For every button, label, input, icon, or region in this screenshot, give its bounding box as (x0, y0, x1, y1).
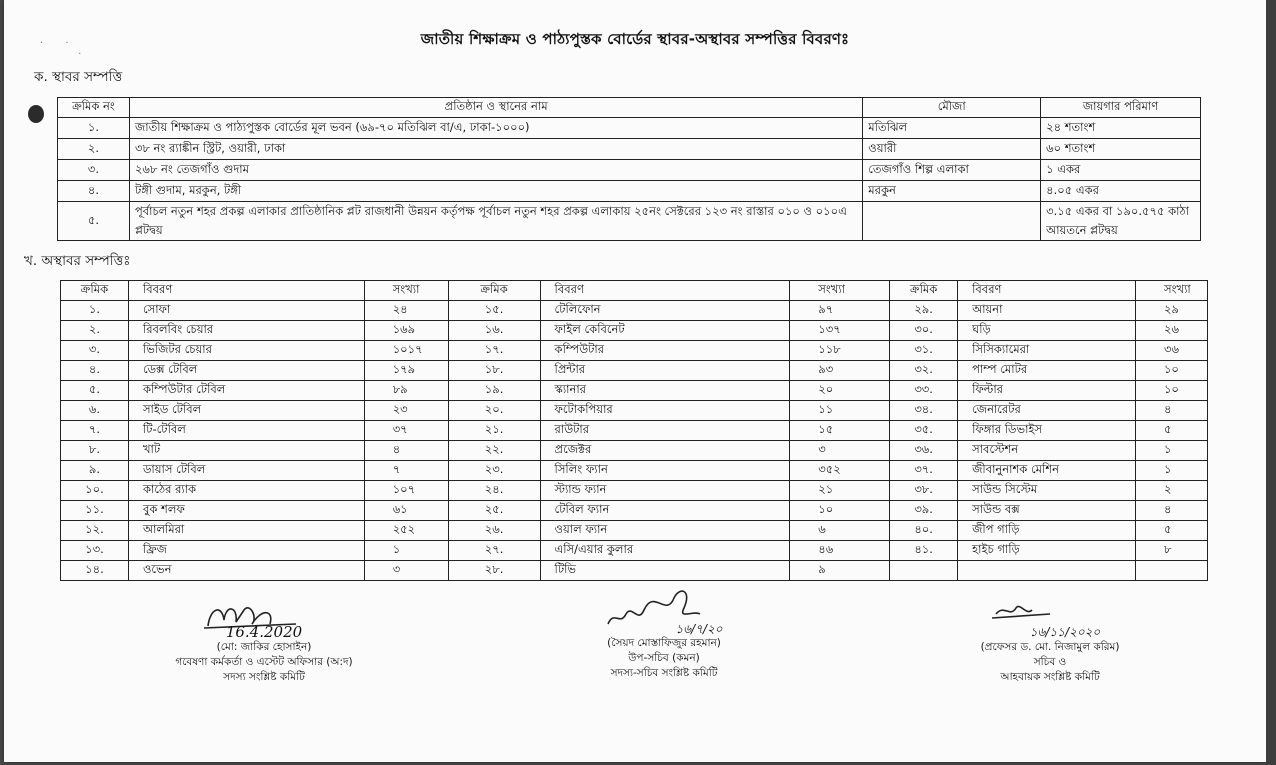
serial-cell: ১. (58, 118, 130, 139)
count-cell: ১ (364, 541, 448, 561)
signature-date: ১৬/১১/২০২০ (1029, 625, 1101, 639)
count-cell: ২ (1135, 481, 1207, 501)
item-cell: প্রিন্টার (540, 361, 790, 381)
count-cell: ৪ (1135, 401, 1207, 421)
column-header: সংখ্যা (1135, 281, 1207, 301)
table-row (61, 401, 1208, 421)
place-name-cell: টঙ্গী গুদাম, মরকুন, টঙ্গী (129, 181, 862, 202)
item-cell: জীপ গাড়ি (958, 521, 1136, 541)
table-row (61, 541, 1208, 561)
serial-cell (890, 561, 958, 581)
serial-cell: ১৭. (448, 341, 540, 361)
area-cell: ২৪ শতাংশ (1041, 118, 1201, 139)
item-cell: টি-টেবিল (128, 421, 364, 441)
place-name-cell: ৩৮ নং র‌্যাঙ্কীন স্ট্রিট, ওয়ারী, ঢাকা (129, 139, 862, 160)
serial-cell: ১৩. (61, 541, 129, 561)
mouza-cell (863, 202, 1041, 241)
table-row (61, 381, 1208, 401)
serial-cell: ২৯. (890, 301, 958, 321)
column-header: সংখ্যা (790, 281, 890, 301)
area-cell: ৪.০৫ একর (1041, 181, 1201, 202)
serial-cell: ২৩. (448, 461, 540, 481)
table-row (58, 139, 1201, 160)
serial-cell: ৫. (61, 381, 129, 401)
signatory-2 (544, 622, 784, 681)
count-cell: ২৫২ (364, 521, 448, 541)
fixed-assets-table (57, 97, 1201, 241)
place-name-cell: জাতীয় শিক্ষাক্রম ও পাঠ্যপুস্তক বোর্ডের মূল ভবন (৬৯-৭০ মতিঝিল বা/এ, ঢাকা-১০০০) (129, 118, 862, 139)
signatory-role: আহবায়ক সংশ্লিষ্ট কমিটি (1000, 671, 1100, 683)
item-cell: জেনারেটর (958, 401, 1136, 421)
column-header: মৌজা (863, 98, 1041, 118)
area-cell: ৬০ শতাংশ (1041, 139, 1201, 160)
mouza-cell: ওয়ারী (863, 139, 1041, 160)
item-cell: বুক শলফ (128, 501, 364, 521)
serial-cell: ১৫. (448, 301, 540, 321)
item-cell: হাইচ গাড়ি (958, 541, 1136, 561)
serial-cell: ২৭. (448, 541, 540, 561)
serial-cell: ২. (61, 321, 129, 341)
count-cell: ১১৮ (790, 341, 890, 361)
document-title: জাতীয় শিক্ষাক্রম ও পাঠ্যপুস্তক বোর্ডের স্থাবর-অস্থাবর সম্পত্তির বিবরণঃ (420, 30, 850, 48)
movable-assets-heading: খ. অস্থাবর সম্পত্তিঃ (24, 253, 131, 269)
serial-cell: ১. (61, 301, 129, 321)
count-cell: ১০ (1135, 381, 1207, 401)
table-row (58, 181, 1201, 202)
item-cell: ফিল্টার (958, 381, 1136, 401)
table-row (61, 501, 1208, 521)
column-header: ক্রমিক (448, 281, 540, 301)
count-cell: ২৩ (364, 401, 448, 421)
column-header: সংখ্যা (364, 281, 448, 301)
serial-cell: ৩. (58, 160, 130, 181)
count-cell: ৯ (790, 561, 890, 581)
mouza-cell: তেজগাঁও শিল্প এলাকা (863, 160, 1041, 181)
punch-hole (28, 105, 44, 123)
table-row (61, 321, 1208, 341)
count-cell: ১০ (790, 501, 890, 521)
place-name-cell: ২৬৮ নং তেজগাঁও গুদাম (129, 160, 862, 181)
table-row (61, 301, 1208, 321)
item-cell: রাউটার (540, 421, 790, 441)
item-cell: রিবলবিং চেয়ার (128, 321, 364, 341)
count-cell: ১৭৯ (364, 361, 448, 381)
column-header: প্রতিষ্ঠান ও স্থানের নাম (129, 98, 862, 118)
count-cell: ৮ (1135, 541, 1207, 561)
serial-cell: ৩৭. (890, 461, 958, 481)
serial-cell: ৪১. (890, 541, 958, 561)
item-cell: সিসিক্যামেরা (958, 341, 1136, 361)
item-cell: এসি/এয়ার কুলার (540, 541, 790, 561)
table-row (61, 361, 1208, 381)
item-cell: ফ্রিজ (128, 541, 364, 561)
count-cell: ৫ (1135, 521, 1207, 541)
column-header: ক্রমিক (890, 281, 958, 301)
table-row (61, 481, 1208, 501)
serial-cell: ৩১. (890, 341, 958, 361)
count-cell: ৪ (364, 441, 448, 461)
table-row (61, 341, 1208, 361)
serial-cell: ৩৯. (890, 501, 958, 521)
item-cell: কাঠের র‌্যাক (128, 481, 364, 501)
item-cell: সাইড টেবিল (128, 401, 364, 421)
signatory-designation: সচিব ও (1033, 656, 1067, 668)
table-row (61, 521, 1208, 541)
serial-cell: ১০. (61, 481, 129, 501)
item-cell: আলমিরা (128, 521, 364, 541)
count-cell: ৪ (1135, 501, 1207, 521)
table-row (61, 421, 1208, 441)
item-cell: সাউন্ড সিস্টেম (958, 481, 1136, 501)
serial-cell: ৪০. (890, 521, 958, 541)
serial-cell: ৩৮. (890, 481, 958, 501)
item-cell: সোফা (128, 301, 364, 321)
column-header: বিবরণ (958, 281, 1136, 301)
mouza-cell: মতিঝিল (863, 118, 1041, 139)
signatory-3 (940, 624, 1160, 685)
item-cell: স্ক্যানার (540, 381, 790, 401)
item-cell: টিভি (540, 561, 790, 581)
serial-cell: ৩৬. (890, 441, 958, 461)
column-header: ক্রমিক নং (58, 98, 130, 118)
count-cell (1135, 561, 1207, 581)
count-cell: ২১ (790, 481, 890, 501)
item-cell: ডায়াস টেবিল (128, 461, 364, 481)
column-header: ক্রমিক (61, 281, 129, 301)
movable-assets-table (60, 280, 1208, 581)
item-cell: ফিঙ্গার ডিভাইস (958, 421, 1136, 441)
serial-cell: ৩৪. (890, 401, 958, 421)
serial-cell: ১৬. (448, 321, 540, 341)
item-cell: সাউন্ড বক্স (958, 501, 1136, 521)
signatory-name: (মো: জাকির হোসাইন) (216, 641, 312, 653)
count-cell: ৫ (1135, 421, 1207, 441)
column-header: বিবরণ (128, 281, 364, 301)
serial-cell: ২৪. (448, 481, 540, 501)
count-cell: ৩৫২ (790, 461, 890, 481)
serial-cell: ৯. (61, 461, 129, 481)
count-cell: ৩৭ (364, 421, 448, 441)
count-cell: ১ (1135, 461, 1207, 481)
table-header-row (61, 281, 1208, 301)
item-cell: পাম্প মোটর (958, 361, 1136, 381)
table-row (58, 118, 1201, 139)
item-cell: কম্পিউটার টেবিল (128, 381, 364, 401)
count-cell: ৩ (790, 441, 890, 461)
table-header-row (58, 98, 1201, 118)
count-cell: ৮৯ (364, 381, 448, 401)
serial-cell: ২৮. (448, 561, 540, 581)
fixed-assets-heading: ক. স্থাবর সম্পত্তি (34, 69, 123, 85)
table-row (61, 561, 1208, 581)
document-page (4, 0, 1266, 762)
count-cell: ৯৩ (790, 361, 890, 381)
count-cell: ৪৬ (790, 541, 890, 561)
item-cell: সিলিং ফ্যান (540, 461, 790, 481)
serial-cell: ১১. (61, 501, 129, 521)
serial-cell: ৮. (61, 441, 129, 461)
count-cell: ২৬ (1135, 321, 1207, 341)
serial-cell: ১৪. (61, 561, 129, 581)
count-cell: ৭ (364, 461, 448, 481)
serial-cell: ৩. (61, 341, 129, 361)
signature-date: 16.4.2020 (225, 623, 303, 641)
count-cell: ১০ (1135, 361, 1207, 381)
signatory-name: (প্রফেসর ড. মো. নিজামুল করিম) (980, 641, 1120, 653)
serial-cell: ৪. (61, 361, 129, 381)
count-cell: ২০ (790, 381, 890, 401)
serial-cell: ১২. (61, 521, 129, 541)
serial-cell: ২১. (448, 421, 540, 441)
item-cell: টেলিফোন (540, 301, 790, 321)
column-header: জায়গার পরিমাণ (1041, 98, 1201, 118)
item-cell: কম্পিউটার (540, 341, 790, 361)
item-cell (958, 561, 1136, 581)
serial-cell: ৩৫. (890, 421, 958, 441)
signature-date: ১৬/৭/২০ (675, 622, 723, 636)
item-cell: খাট (128, 441, 364, 461)
count-cell: ৩৬ (1135, 341, 1207, 361)
signatory-designation: উপ-সচিব (কমন) (628, 652, 700, 664)
item-cell: ওভেন (128, 561, 364, 581)
serial-cell: ২. (58, 139, 130, 160)
count-cell: ৯৭ (790, 301, 890, 321)
item-cell: স্ট্যান্ড ফ্যান (540, 481, 790, 501)
item-cell: ওয়াল ফ্যান (540, 521, 790, 541)
count-cell: ৩ (364, 561, 448, 581)
serial-cell: ৭. (61, 421, 129, 441)
item-cell: প্রজেক্টর (540, 441, 790, 461)
table-row (58, 202, 1201, 241)
serial-cell: ২৬. (448, 521, 540, 541)
scanner-edge (1266, 0, 1276, 765)
count-cell: ১১ (790, 401, 890, 421)
signatory-name: (সৈয়দ মোস্তাফিজুর রহমান) (607, 637, 721, 649)
serial-cell: ১৮. (448, 361, 540, 381)
column-header: বিবরণ (540, 281, 790, 301)
item-cell: ভিজিটর চেয়ার (128, 341, 364, 361)
item-cell: ডেক্স টেবিল (128, 361, 364, 381)
serial-cell: ৩০. (890, 321, 958, 341)
item-cell: জীবানুনাশক মেশিন (958, 461, 1136, 481)
serial-cell: ২৫. (448, 501, 540, 521)
count-cell: ১ (1135, 441, 1207, 461)
item-cell: সাবস্টেশন (958, 441, 1136, 461)
count-cell: ১৫ (790, 421, 890, 441)
item-cell: ফটোকপিয়ার (540, 401, 790, 421)
count-cell: ১৩৭ (790, 321, 890, 341)
area-cell: ৩.১৫ একর বা ১৯০.৫৭৫ কাঠা আয়তনে প্লটদ্বয় (1041, 202, 1201, 241)
serial-cell: ১৯. (448, 381, 540, 401)
count-cell: ১৬৯ (364, 321, 448, 341)
signatory-designation: গবেষণা কর্মকর্তা ও এস্টেট অফিসার (অ:দ) (175, 656, 353, 668)
table-row (58, 160, 1201, 181)
signatory-1 (154, 624, 374, 685)
signatory-role: সদস্য-সচিব সংশ্লিষ্ট কমিটি (610, 667, 718, 679)
place-name-cell: পূর্বাচল নতুন শহর প্রকল্প এলাকার প্রাতিষ্ঠানিক প্লট রাজধানী উন্নয়ন কর্তৃপক্ষ পূর্বাচল নতুন শহর প্রকল্প এলাকায় ২৫নং সেক্টরের ১২৩ নং রাস্তার ০১০ ও ০১০এ প্লটদ্বয় (129, 202, 862, 241)
count-cell: ১০১৭ (364, 341, 448, 361)
table-row (61, 441, 1208, 461)
serial-cell: ৩২. (890, 361, 958, 381)
count-cell: ৬১ (364, 501, 448, 521)
mouza-cell: মরকুন (863, 181, 1041, 202)
item-cell: ফাইল কেবিনেট (540, 321, 790, 341)
area-cell: ১ একর (1041, 160, 1201, 181)
serial-cell: ২০. (448, 401, 540, 421)
serial-cell: ৫. (58, 202, 130, 241)
serial-cell: ৪. (58, 181, 130, 202)
table-row (61, 461, 1208, 481)
scan-specks: · · · (40, 38, 82, 60)
item-cell: আয়না (958, 301, 1136, 321)
count-cell: ২৪ (364, 301, 448, 321)
count-cell: ২৯ (1135, 301, 1207, 321)
signatory-role: সদস্য সংশ্লিষ্ট কমিটি (223, 671, 305, 683)
serial-cell: ২২. (448, 441, 540, 461)
count-cell: ১০৭ (364, 481, 448, 501)
item-cell: ঘড়ি (958, 321, 1136, 341)
serial-cell: ৩৩. (890, 381, 958, 401)
serial-cell: ৬. (61, 401, 129, 421)
item-cell: টেবিল ফ্যান (540, 501, 790, 521)
count-cell: ৬ (790, 521, 890, 541)
